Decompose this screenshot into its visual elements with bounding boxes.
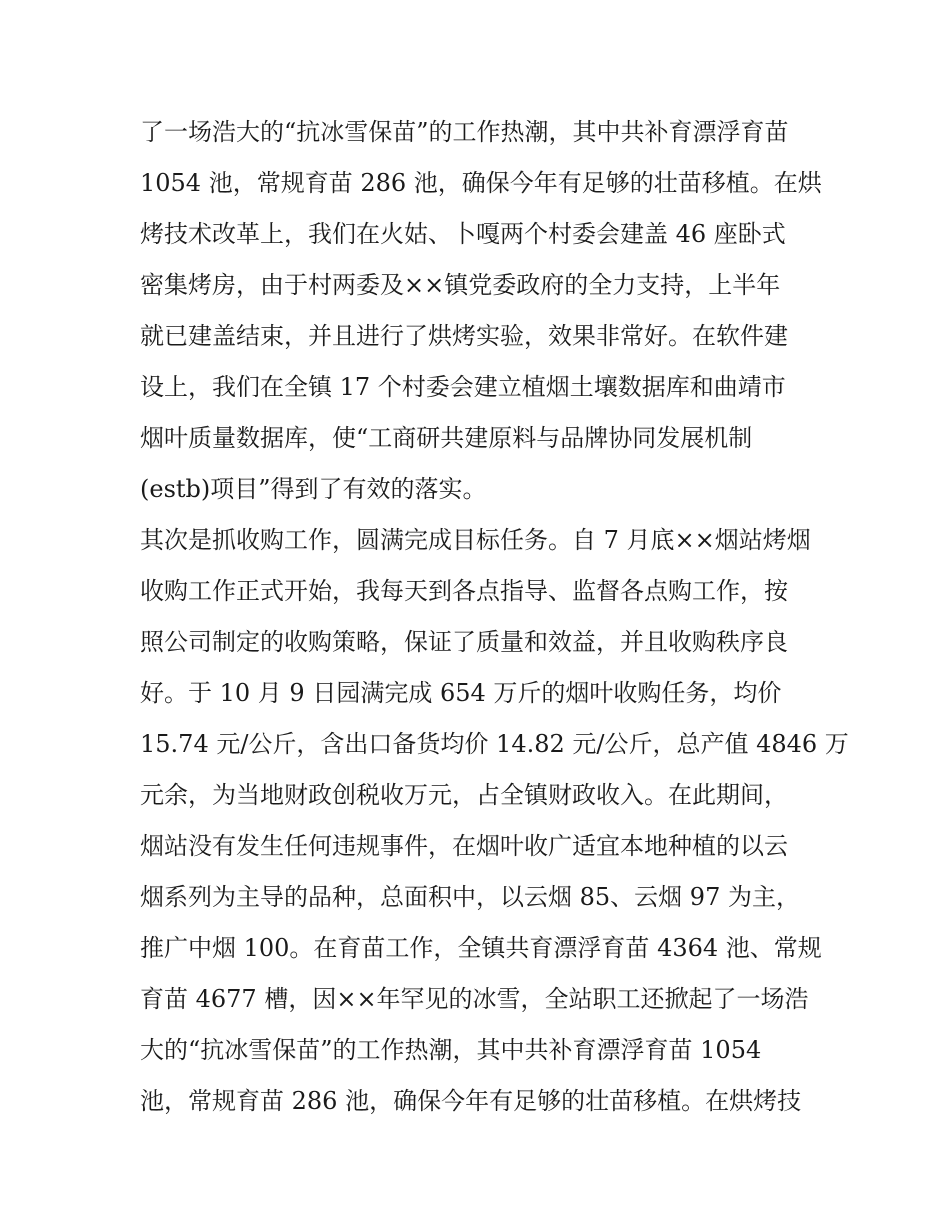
text-line-18: 育苗 4677 槽，因××年罕见的冰雪，全站职工还掀起了一场浩: [140, 985, 809, 1013]
body-text: [140, 107, 849, 1127]
text-line-17: 推广中烟 100。在育苗工作，全镇共育漂浮育苗 4364 池、常规: [140, 934, 822, 962]
text-line-19: 大的“抗冰雪保苗”的工作热潮，其中共补育漂浮育苗 1054: [140, 1036, 762, 1064]
text-line-9: 其次是抓收购工作，圆满完成目标任务。自 7 月底××烟站烤烟: [140, 526, 811, 554]
text-line-7: 烟叶质量数据库，使“工商研共建原料与品牌协同发展机制: [140, 424, 753, 452]
text-line-20: 池，常规育苗 286 池，确保今年有足够的壮苗移植。在烘烤技: [140, 1087, 802, 1115]
text-line-6: 设上，我们在全镇 17 个村委会建立植烟土壤数据库和曲靖市: [140, 373, 786, 401]
text-line-13: 15.74 元/公斤，含出口备货均价 14.82 元/公斤，总产值 4846 万: [140, 730, 849, 758]
text-line-11: 照公司制定的收购策略，保证了质量和效益，并且收购秩序良: [140, 628, 788, 656]
text-line-16: 烟系列为主导的品种，总面积中，以云烟 85、云烟 97 为主，: [140, 883, 800, 911]
text-line-1: 了一场浩大的“抗冰雪保苗”的工作热潮，其中共补育漂浮育苗: [140, 118, 789, 146]
text-line-14: 元余，为当地财政创税收万元，占全镇财政收入。在此期间，: [140, 781, 788, 809]
text-line-10: 收购工作正式开始，我每天到各点指导、监督各点购工作，按: [140, 577, 788, 605]
text-line-2: 1054 池，常规育苗 286 池，确保今年有足够的壮苗移植。在烘: [140, 169, 822, 197]
text-line-3: 烤技术改革上，我们在火姑、卜嘎两个村委会建盖 46 座卧式: [140, 220, 786, 248]
text-line-5: 就已建盖结束，并且进行了烘烤实验，效果非常好。在软件建: [140, 322, 788, 350]
text-line-8: (estb)项目”得到了有效的落实。: [140, 475, 487, 503]
text-line-12: 好。于 10 月 9 日园满完成 654 万斤的烟叶收购任务，均价: [140, 679, 782, 707]
text-line-4: 密集烤房，由于村两委及××镇党委政府的全力支持，上半年: [140, 271, 781, 299]
text-line-15: 烟站没有发生任何违规事件，在烟叶收广适宜本地种植的以云: [140, 832, 788, 860]
